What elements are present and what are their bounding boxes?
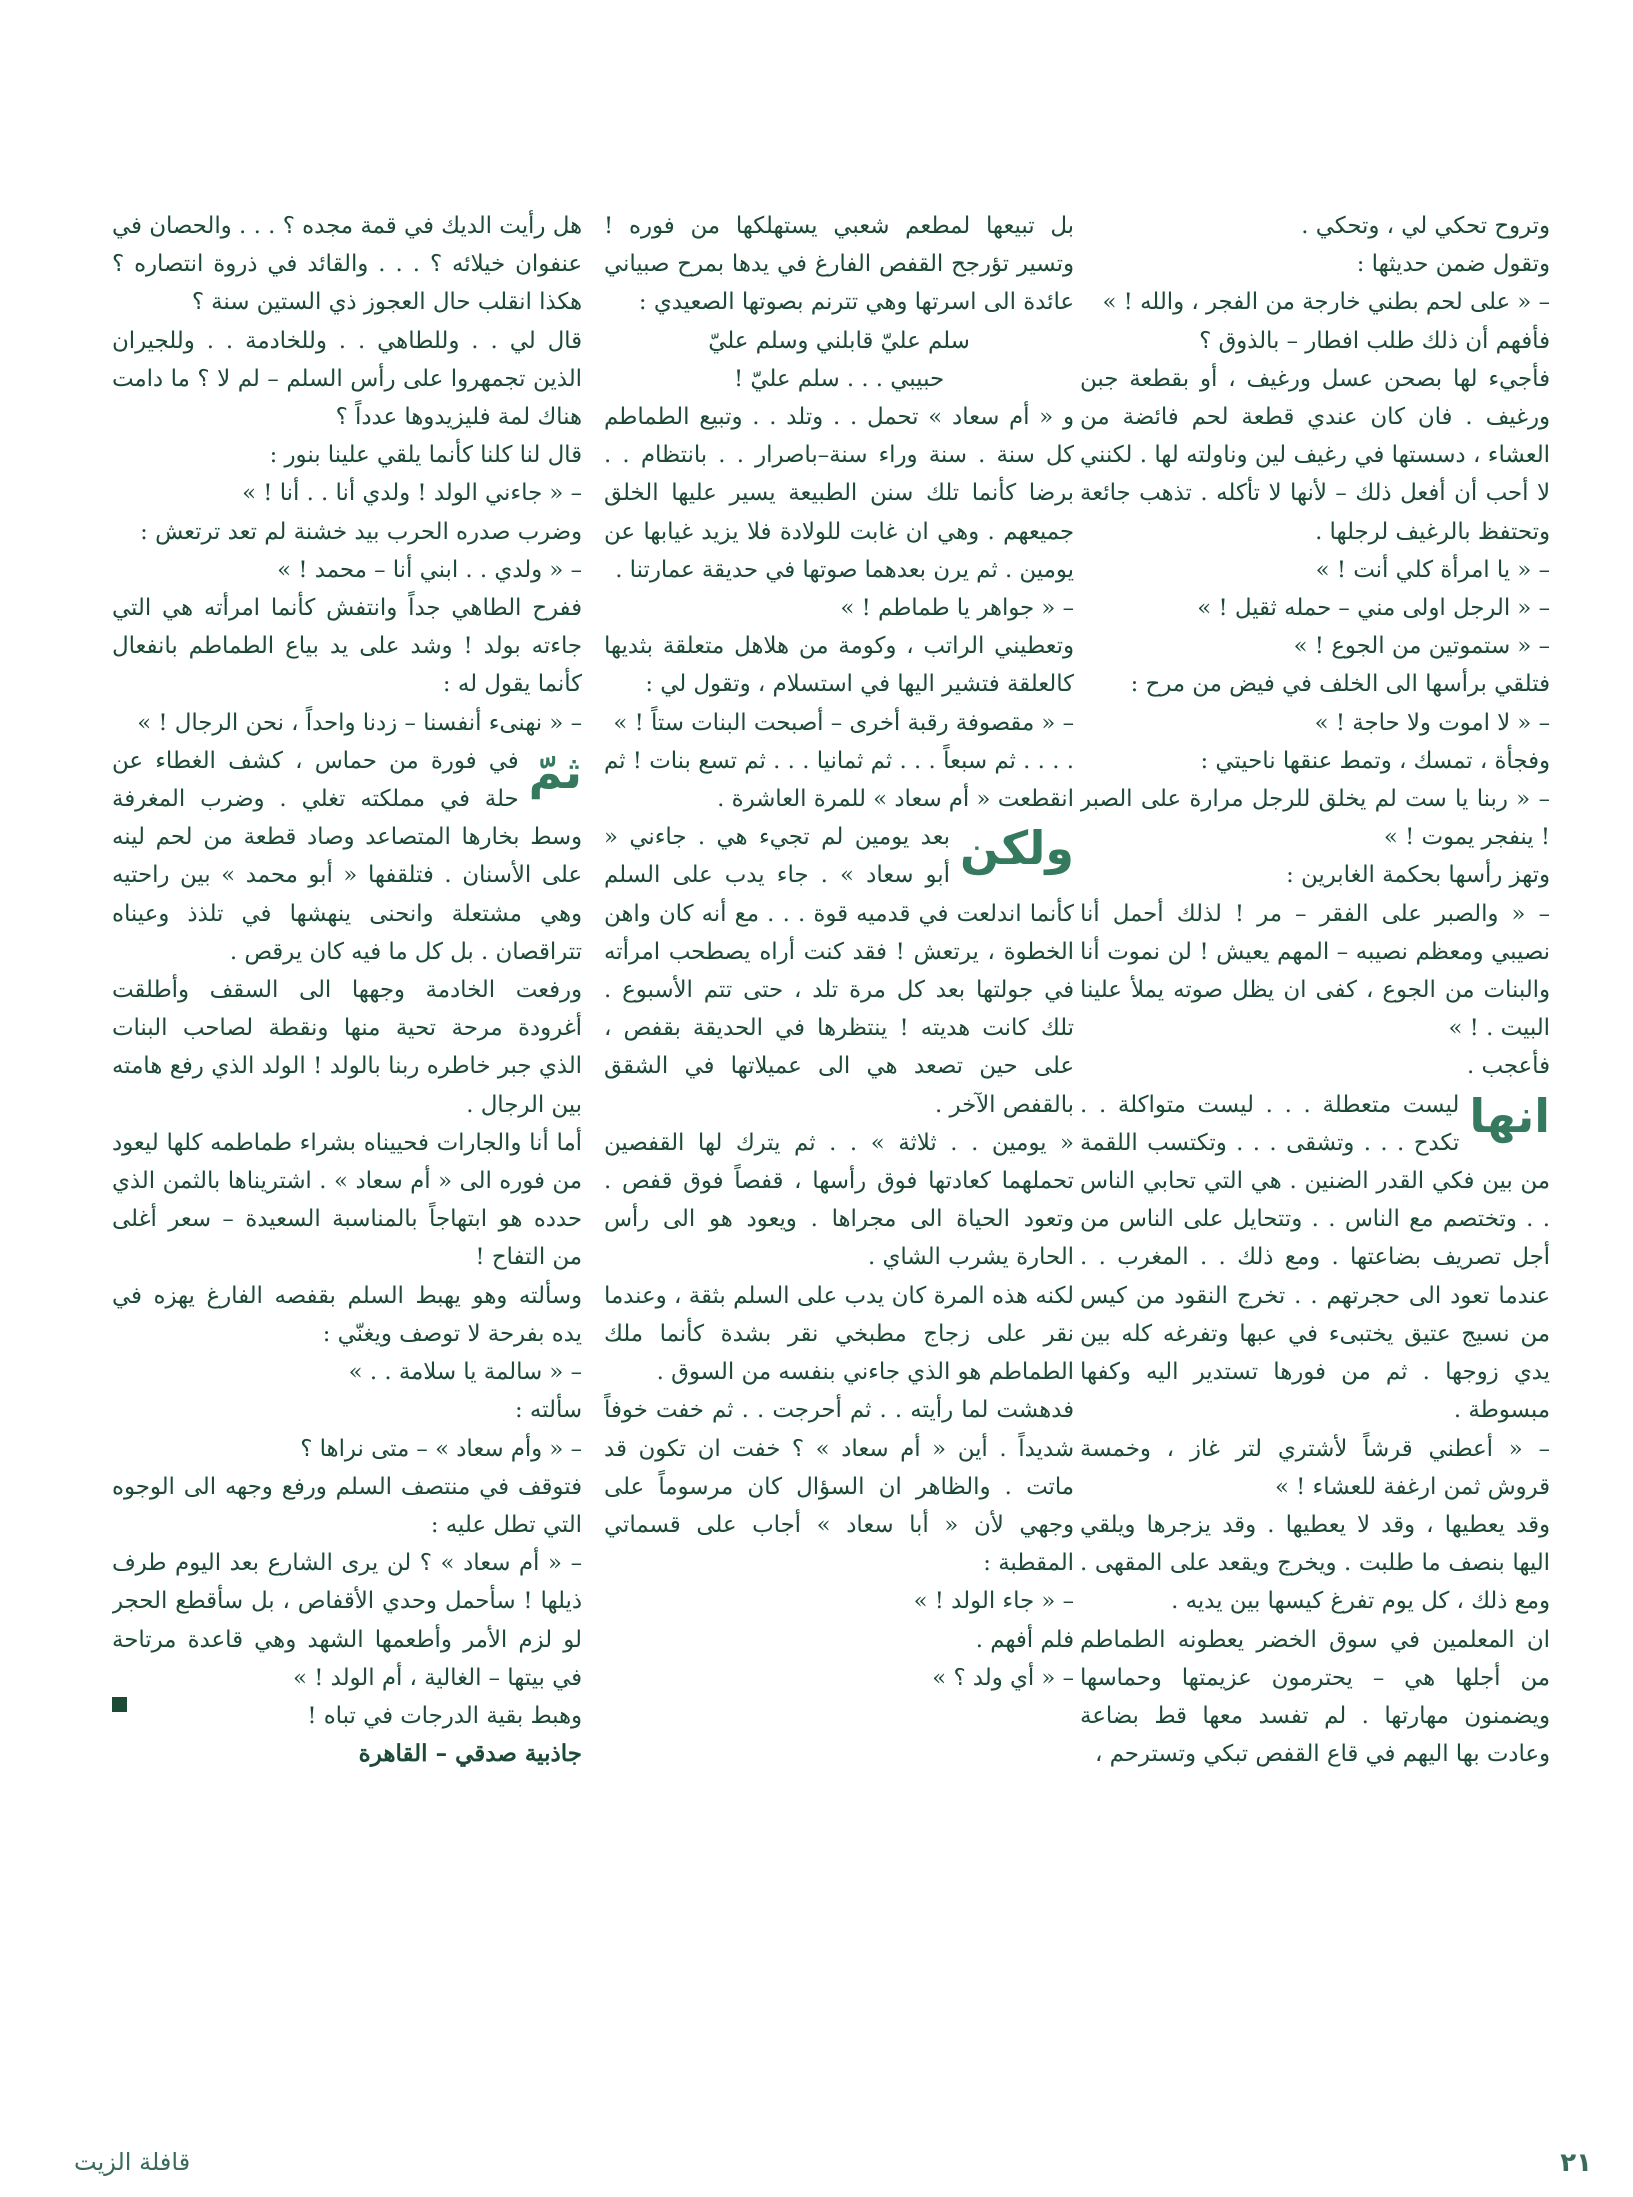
paragraph: فتوقف في منتصف السلم ورفع وجهه الى الوجوه التي تطل عليه : — [112, 1473, 582, 1538]
section-initial-word: ولكن — [959, 821, 1074, 876]
paragraph: ففرح الطاهي جداً وانتفش كأنما امرأته هي التي جاءته بولد ! وشد على يد بياع الطماطم بانفعال كأنما يقول له : — [112, 595, 582, 698]
paragraph: فدهشت لما رأيته . . ثم أحرجت . . ثم خفت خوفاً شديداً . أين « أم سعاد » ؟ خفت ان تكون قد ماتت . والظاهر ان السؤال كان مرسوماً على وجهي لأن « أبا سعاد » أجاب على قسماتي المقطبة : — [604, 1397, 1074, 1577]
paragraph: و « أم سعاد » تحمل . . وتلد . . وتبيع الطماطم كل سنة . سنة وراء سنة–باصرار . . بانتظام . . برضا كأنما تلك سنن الطبيعة يسير عليها الخلق جميعهم . وهي ان غابت للولادة فلا يزيد غيابها عن يومين . ثم يرن بعدهما صوتها في حديقة عمارتنا . — [604, 404, 1074, 583]
paragraph: – « مقصوفة رقبة أخرى – أصبحت البنات ستاً ! » — [613, 709, 1074, 736]
paragraph: قال لي . . وللطاهي . . وللخادمة . . وللجيران الذين تجمهروا على رأس السلم – لم لا ؟ ما دامت هناك لمة فليزيدوها عدداً ؟ — [112, 327, 582, 431]
paragraph: لكنه هذه المرة كان يدب على السلم بثقة ، وعندما نقر على زجاج مطبخي نقر بشدة كأنما ملك الطماطم هو الذي جاءني بنفسه من السوق . — [604, 1282, 1074, 1386]
paragraph: وقد يعطيها ، وقد لا يعطيها . وقد يزجرها ويلقي اليها بنصف ما طلبت . ويخرج ويقعد على المقهى . ومع ذلك ، كل يوم تفرغ كيسها بين يديه . — [1080, 1511, 1550, 1615]
paragraph: – « الرجل اولى مني – حمله ثقيل ! » — [1197, 595, 1550, 622]
paragraph: وتهز رأسها بحكمة الغابرين : — [1286, 862, 1550, 889]
paragraph: وسألته وهو يهبط السلم بقفصه الفارغ يهزه في يده بفرحة لا توصف ويغنّي : — [112, 1282, 582, 1347]
paragraph: بل تبيعها لمطعم شعبي يستهلكها من فوره ! وتسير تؤرجح القفص الفارغ في يدها بمرح صبياني عائدة الى اسرتها وهي تترنم بصوتها الصعيدي : — [604, 213, 1074, 316]
paragraph: – « جاء الولد ! » — [913, 1588, 1074, 1615]
paragraph: أما أنا والجارات فحييناه بشراء طماطمه كلها ليعود من فوره الى « أم سعاد » . اشتريناها بالثمن الذي حدده هو ابتهاجاً بالمناسبة السعيدة – سعر أغلى من التفاح ! — [112, 1129, 582, 1271]
paragraph: ليست متعطلة . . . ليست متواكلة . . تكدح . . . وتشقى . . . وتكتسب اللقمة من بين فكي القدر الضنين . هي التي تحابي الناس . . وتختصم مع الناس . . وتتحايل على الناس من أجل تصريف بضاعتها . ومع ذلك . . المغرب . . عندما تعود الى حجرتهم . . تخرج النقود من كيس من نسيج عتيق يختبىء في عبها وتفرغه كله بين يدي زوجها . ثم من فورها تستدير اليه وكفها مبسوطة . — [1080, 1091, 1550, 1424]
paragraph: ورفعت الخادمة وجهها الى السقف وأطلقت أغرودة مرحة تحية منها ونقطة لصاحب البنات الذي جبر خاطره ربنا بالولد ! الولد الذي رفع هامته بين الرجال . — [112, 977, 582, 1118]
paragraph: فلم أفهم . — [975, 1626, 1074, 1653]
paragraph: « يومين . . ثلاثة » . . ثم يترك لها القفصين تحملهما كعادتها فوق رأسها ، قفصاً فوق قفص . وتعود الحياة الى مجراها . ويعود هو الى رأس الحارة يشرب الشاي . — [604, 1129, 1074, 1271]
paragraph: فأعجب . — [1466, 1053, 1550, 1080]
paragraph: فتلقي برأسها الى الخلف في فيض من مرح : — [1130, 671, 1550, 698]
article-column-right — [1080, 207, 1550, 2082]
paragraph: وتقول ضمن حديثها : — [1356, 251, 1550, 278]
paragraph: قال لنا كلنا كأنما يلقي علينا بنور : — [269, 442, 582, 469]
paragraph: – « جاءني الولد ! ولدي أنا . . أنا ! » — [242, 480, 582, 507]
paragraph: فأفهم أن ذلك طلب افطار – بالذوق ؟ — [1199, 327, 1550, 354]
paragraph: – « لا اموت ولا حاجة ! » — [1314, 709, 1550, 736]
paragraph: – « أي ولد ؟ » — [932, 1664, 1074, 1691]
paragraph: وتعطيني الراتب ، وكومة من هلاهل متعلقة بثديها كالعلقة فتشير اليها في استسلام ، وتقول لي : — [604, 633, 1074, 698]
paragraph: ان المعلمين في سوق الخضر يعطونه الطماطم من أجلها هي – يحترمون عزيمتها وحماسها ويضمنون مهارتها . لم تفسد معها قط بضاعة وعادت بها اليهم في قاع القفص تبكي وتسترحم ، — [1080, 1626, 1550, 1768]
paragraph: . . . . ثم سبعاً . . . ثم ثمانيا . . . ثم تسع بنات ! ثم انقطعت « أم سعاد » للمرة العاشرة . — [604, 747, 1074, 813]
paragraph: فأجيء لها بصحن عسل ورغيف ، أو بقطعة جبن ورغيف . فان كان عندي قطعة لحم فائضة من العشاء ، دسستها في رغيف لين وناولته لها . لكنني لا أحب أن أفعل ذلك – لأنها لا تأكله . تذهب جائعة وتحتفظ بالرغيف لرجلها . — [1080, 365, 1550, 545]
paragraph: – « ستموتين من الجوع ! » — [1293, 633, 1550, 660]
paragraph: – « ربنا يا ست لم يخلق للرجل مرارة على الصبر ! ينفجر يموت ! » — [1080, 786, 1550, 851]
paragraph: – « أم سعاد » ؟ لن يرى الشارع بعد اليوم طرف ذيلها ! سأحمل وحدي الأقفاص ، بل سأقطع الحجر لو لزم الأمر وأطعمها الشهد وهي قاعدة مرتاحة في بيتها – الغالية ، أم الولد ! » — [112, 1550, 582, 1691]
paragraph: هل رأيت الديك في قمة مجده ؟ . . . والحصان في عنفوان خيلائه ؟ . . . والقائد في ذروة انتصاره ؟ هكذا انقلب حال العجوز ذي الستين سنة ؟ — [112, 213, 582, 316]
section-initial-word: ثمّ — [528, 744, 582, 799]
article-column-middle — [604, 207, 1074, 2082]
author-signature: جاذبية صدقي – القاهرة — [358, 1740, 582, 1768]
article-column-left — [112, 207, 582, 2082]
paragraph: – « جواهر يا طماطم ! » — [840, 595, 1074, 622]
closing-line — [112, 1697, 582, 1735]
paragraph: – « نهنىء أنفسنا – زدنا واحداً ، نحن الرجال ! » — [137, 709, 582, 736]
paragraph: سألته : — [514, 1397, 582, 1424]
paragraph: وتروح تحكي لي ، وتحكي . — [1301, 213, 1550, 239]
paragraph: – « وأم سعاد » – متى نراها ؟ — [300, 1435, 582, 1462]
song-line: سلم عليّ قابلني وسلم عليّ — [708, 327, 970, 354]
paragraph: – « على لحم بطني خارجة من الفجر ، والله ! » — [1102, 289, 1550, 316]
paragraph: – « ولدي . . ابني أنا – محمد ! » — [277, 556, 582, 583]
paragraph: وفجأة ، تمسك ، وتمط عنقها ناحيتي : — [1200, 747, 1550, 774]
paragraph: – « أعطني قرشاً لأشتري لتر غاز ، وخمسة قروش ثمن ارغفة للعشاء ! » — [1080, 1435, 1550, 1500]
magazine-name: قافلة الزيت — [74, 2148, 191, 2176]
song-line: حبيبي . . . سلم عليّ ! — [733, 365, 945, 392]
section-initial-word: انها — [1469, 1088, 1550, 1143]
paragraph: – « والصبر على الفقر – مر ! لذلك أحمل أنا نصيبي ومعظم نصيبه – المهم يعيش ! لن نموت أنا والبنات من الجوع ، كفى ان يظل صوته يملأ علينا البيت . ! » — [1080, 900, 1550, 1042]
paragraph: – « يا امرأة كلي أنت ! » — [1315, 556, 1550, 583]
paragraph: وضرب صدره الحرب بيد خشنة لم تعد ترتعش : — [140, 518, 582, 545]
page-number: ٢١ — [1560, 2148, 1592, 2178]
end-mark-icon — [112, 1697, 127, 1712]
paragraph: – « سالمة يا سلامة . . » — [348, 1359, 582, 1386]
paragraph: في فورة من حماس ، كشف الغطاء عن حلة في مملكته تغلي . وضرب المغرفة وسط بخارها المتصاعد وصاد قطعة من لحم لينه على الأسنان . فتلقفها « أبو محمد » بين راحتيه وهي مشتعلة وانحنى ينهشها في تلذذ وعيناه تتراقصان . بل كل ما فيه كان يرقص . — [112, 747, 582, 965]
paragraph: بعد يومين لم تجيء هي . جاءني « أبو سعاد » . جاء يدب على السلم كأنما اندلعت في قدميه قوة . . . مع أنه كان واهن الخطوة ، يرتعش ! فقد كنت أراه يصطحب امرأته في جولتها بعد كل مرة تلد ، حتى تتم الأسبوع . تلك كانت هديته ! ينتظرها في الحديقة بقفص ، على حين تصعد هي الى عميلاتها في الشقق بالقفص الآخر . — [604, 824, 1074, 1118]
paragraph: وهبط بقية الدرجات في تباه ! — [307, 1702, 582, 1729]
